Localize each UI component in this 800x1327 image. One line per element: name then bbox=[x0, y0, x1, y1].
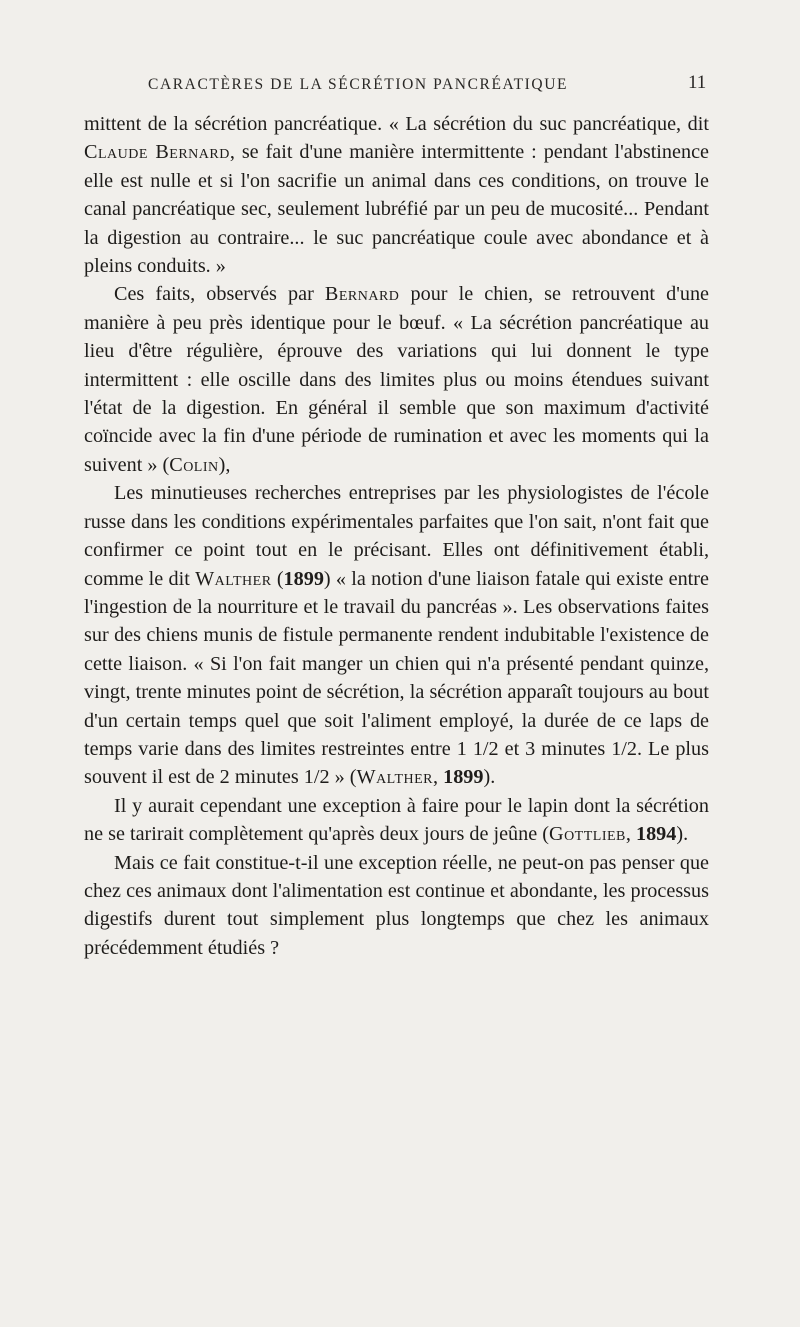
text-run: Mais ce fait constitue-t-il une exception réelle, ne peut-on pas penser que chez ces animaux dont l'alimentation est continue et abondante, les processus digestifs durent tout simplement plus longtemps que chez les animaux précédemment étudiés ? bbox=[84, 851, 709, 959]
text-run: mittent de la sécrétion pancréatique. « La sécrétion du suc pancréatique, dit bbox=[84, 113, 709, 135]
author-name: Bernard bbox=[324, 283, 400, 306]
citation-year: 1894 bbox=[635, 823, 677, 846]
text-run: ). bbox=[483, 766, 496, 789]
text-run: ). bbox=[676, 823, 689, 846]
text-run: ( bbox=[271, 567, 284, 590]
citation-year: 1899 bbox=[283, 567, 324, 590]
author-name: Walther bbox=[356, 766, 433, 789]
text-run: pour le chien, se retrouvent d'une manière à peu près identique pour le bœuf. « La sécrétion pancréatique au lieu d'être régulière, éprouve des variations qui lui donnent le type intermittent : elle oscille dans des limites plus ou moins étendues suivant l'état de la digestion. En général il semble que son maximum d'activité coïncide avec la fin d'une période de rumination et avec les moments qui la suivent » ( bbox=[84, 283, 709, 476]
paragraph bbox=[84, 280, 709, 479]
author-name: Walther bbox=[195, 567, 272, 590]
text-run: Les minutieuses recherches entreprises par les physiologistes de l'école russe dans les conditions expérimentales parfaites que l'on sait, n'ont fait que confirmer ce point tout en le précisant. Elles ont définitivement établi, comme le dit bbox=[84, 482, 709, 590]
page-number: 11 bbox=[688, 72, 707, 93]
text-run: , bbox=[433, 766, 444, 789]
author-name: Gottlieb bbox=[548, 823, 626, 846]
paragraph bbox=[84, 849, 709, 963]
text-run: , se fait d'une manière intermittente : pendant l'abstinence elle est nulle et si l'on sacrifie un animal dans ces conditions, on trouve le canal pancréatique sec, seulement lubréfié par un peu de mucosité... Pendant la digestion au contraire... le suc pancréatique coule avec abondance et à pleins conduits. » bbox=[84, 141, 709, 278]
text-run: Il y aurait cependant une exception à faire pour le lapin dont la sécrétion ne se tarirait complètement qu'après deux jours de jeûne ( bbox=[84, 794, 709, 846]
running-title: CARACTÈRES DE LA SÉCRÉTION PANCRÉATIQUE bbox=[148, 76, 569, 93]
author-name: Colin bbox=[169, 453, 219, 476]
paragraph bbox=[84, 792, 709, 849]
paragraph bbox=[84, 110, 709, 280]
text-run: , bbox=[625, 823, 636, 846]
author-name: Claude Bernard bbox=[84, 141, 230, 164]
text-run: ), bbox=[218, 453, 231, 476]
citation-year: 1899 bbox=[443, 766, 484, 789]
text-run: Ces faits, observés par bbox=[114, 283, 325, 306]
body-text bbox=[84, 110, 709, 962]
paragraph bbox=[84, 479, 709, 791]
text-run: ) « la notion d'une liaison fatale qui existe entre l'ingestion de la nourriture et le travail du pancréas ». Les observations faites sur des chiens munis de fistule permanente rendent indubitable l'existence de cette liaison. « Si l'on fait manger un chien qui n'a présenté pendant quinze, vingt, trente minutes point de sécrétion, la sécrétion apparaît toujours au bout d'un certain temps quel que soit l'aliment employé, la durée de ce laps de temps varie dans des limites restreintes entre 1 1/2 et 3 minutes 1/2. Le plus souvent il est de 2 minutes 1/2 » ( bbox=[84, 567, 709, 789]
